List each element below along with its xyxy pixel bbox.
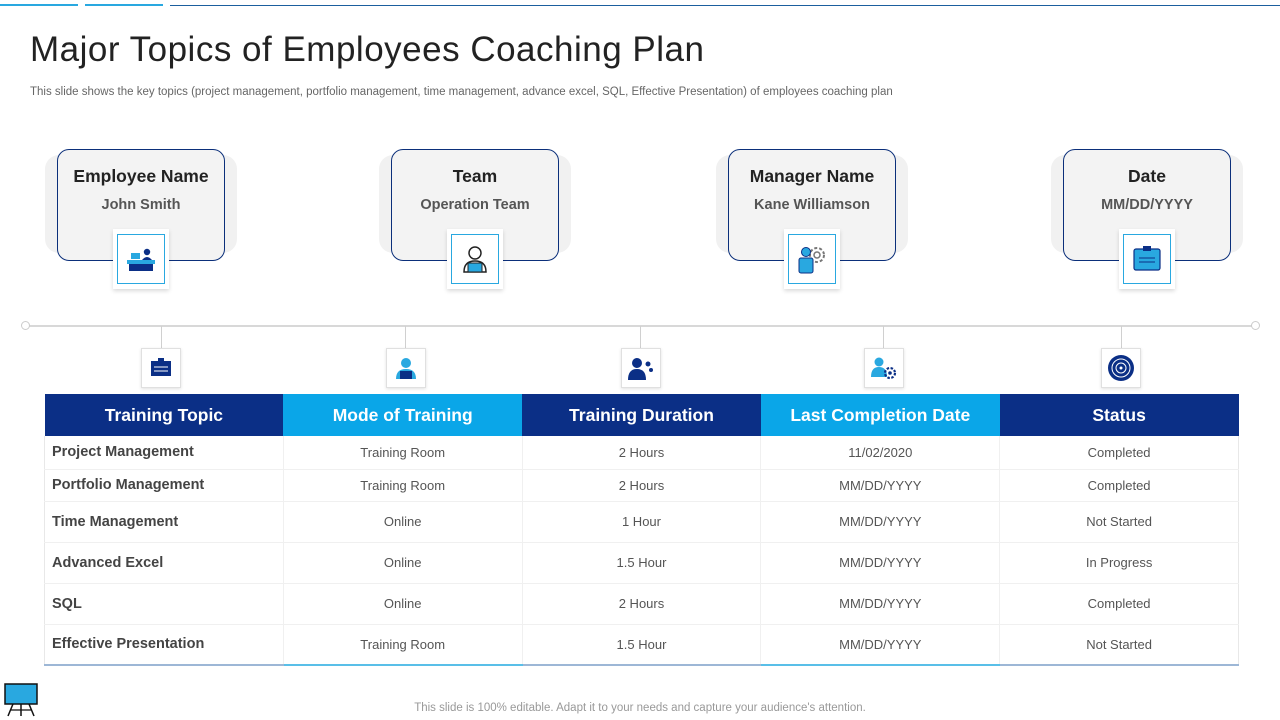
user-laptop-icon: [451, 234, 499, 284]
timeline-line: [26, 325, 1256, 327]
cell-status: Completed: [1000, 469, 1239, 501]
header-mode-of-training: Mode of Training: [283, 394, 522, 436]
cell-topic: Effective Presentation: [45, 624, 284, 665]
card-value: MM/DD/YYYY: [1101, 197, 1193, 213]
cell-duration: 1 Hour: [522, 501, 761, 542]
card-value: Operation Team: [420, 197, 530, 213]
table-row: [45, 436, 1239, 469]
cell-mode: Online: [283, 583, 522, 624]
table-header-row: [45, 394, 1239, 436]
user-laptop-icon: [386, 348, 426, 388]
table-row: [45, 583, 1239, 624]
cell-status: Completed: [1000, 583, 1239, 624]
cell-topic: Time Management: [45, 501, 284, 542]
header-training-duration: Training Duration: [522, 394, 761, 436]
header-training-topic: Training Topic: [45, 394, 284, 436]
cell-date: MM/DD/YYYY: [761, 583, 1000, 624]
info-card-team: [391, 149, 559, 291]
cell-topic: SQL: [45, 583, 284, 624]
cell-topic: Portfolio Management: [45, 469, 284, 501]
cell-date: MM/DD/YYYY: [761, 469, 1000, 501]
card-title: Team: [452, 166, 498, 186]
cell-date: 11/02/2020: [761, 436, 1000, 469]
page-title: Major Topics of Employees Coaching Plan: [30, 30, 705, 69]
table-row: [45, 624, 1239, 665]
top-accent-bar-2: [85, 4, 163, 6]
timeline-start-dot: [21, 321, 30, 330]
card-value: John Smith: [101, 197, 181, 213]
info-card-manager: [728, 149, 896, 291]
cell-status: Not Started: [1000, 624, 1239, 665]
cell-topic: Advanced Excel: [45, 542, 284, 583]
card-title: Date: [1128, 166, 1166, 186]
cell-duration: 1.5 Hour: [522, 624, 761, 665]
top-accent-line: [170, 5, 1280, 6]
page-subtitle: This slide shows the key topics (project management, portfolio management, time management, advance excel, SQL, Effective Presentation) of employees coaching plan: [30, 86, 893, 98]
presentation-easel-icon: [3, 682, 39, 720]
cell-topic: Project Management: [45, 436, 284, 469]
table-row: [45, 542, 1239, 583]
header-last-completion-date: Last Completion Date: [761, 394, 1000, 436]
card-title: Employee Name: [73, 166, 209, 186]
training-table: [44, 394, 1239, 666]
cell-status: In Progress: [1000, 542, 1239, 583]
cell-duration: 2 Hours: [522, 469, 761, 501]
manager-gear-icon: [788, 234, 836, 284]
header-status: Status: [1000, 394, 1239, 436]
cell-mode: Training Room: [283, 436, 522, 469]
cell-duration: 2 Hours: [522, 583, 761, 624]
table-row: [45, 469, 1239, 501]
clipboard-icon: [1123, 234, 1171, 284]
card-title: Manager Name: [749, 166, 875, 186]
desk-icon: [117, 234, 165, 284]
cell-status: Not Started: [1000, 501, 1239, 542]
cell-date: MM/DD/YYYY: [761, 542, 1000, 583]
cell-mode: Online: [283, 542, 522, 583]
group-icon: [621, 348, 661, 388]
cell-duration: 2 Hours: [522, 436, 761, 469]
top-accent-bar-1: [0, 4, 78, 6]
timeline-end-dot: [1251, 321, 1260, 330]
board-icon: [141, 348, 181, 388]
info-card-employee: [57, 149, 225, 291]
target-icon: [1101, 348, 1141, 388]
cell-date: MM/DD/YYYY: [761, 501, 1000, 542]
cell-status: Completed: [1000, 436, 1239, 469]
user-gear-icon: [864, 348, 904, 388]
cell-date: MM/DD/YYYY: [761, 624, 1000, 665]
cell-mode: Training Room: [283, 469, 522, 501]
cell-mode: Online: [283, 501, 522, 542]
cell-mode: Training Room: [283, 624, 522, 665]
info-card-date: [1063, 149, 1231, 291]
card-value: Kane Williamson: [754, 197, 870, 213]
cell-duration: 1.5 Hour: [522, 542, 761, 583]
table-row: [45, 501, 1239, 542]
footer-note: This slide is 100% editable. Adapt it to your needs and capture your audience's attention.: [414, 702, 866, 714]
